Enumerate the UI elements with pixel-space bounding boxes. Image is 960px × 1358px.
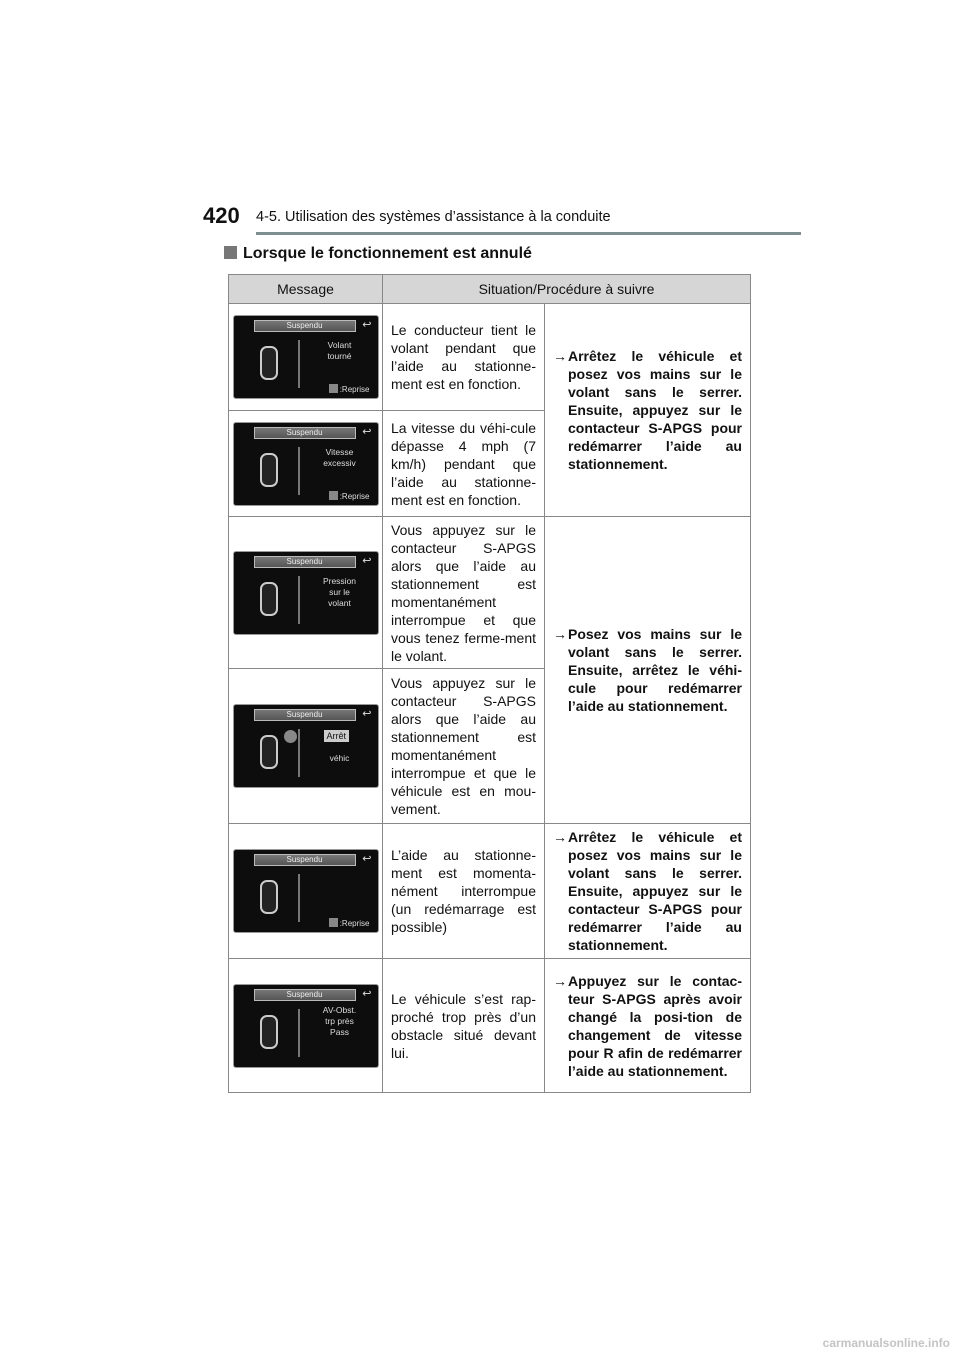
reprise-label: :Reprise bbox=[339, 491, 370, 501]
screen-line: volant bbox=[328, 597, 351, 608]
situation-cell: Le conducteur tient le volant pendant que l’aide au stationne-ment est en fonction. bbox=[383, 304, 545, 411]
message-image-cell bbox=[229, 824, 383, 959]
screen-box: Arrêt bbox=[324, 730, 350, 742]
screen-title: Suspendu bbox=[254, 989, 356, 1001]
arrow-icon: → bbox=[553, 972, 567, 989]
screen-message bbox=[308, 576, 372, 609]
screen-message bbox=[308, 753, 372, 764]
situation-cell: La vitesse du véhi-cule dépasse 4 mph (7 km/h) pendant que l’aide au stationne-ment est en fonction. bbox=[383, 411, 545, 517]
screen-line: Pression bbox=[322, 575, 357, 586]
car-icon bbox=[260, 880, 278, 914]
procedure-cell bbox=[545, 517, 751, 824]
car-icon bbox=[260, 1015, 278, 1049]
screen-message bbox=[308, 340, 372, 362]
column-header-situation: Situation/Procédure à suivre bbox=[383, 275, 751, 304]
procedure-text: Arrêtez le véhicule et posez vos mains sur le volant sans le serrer. Ensuite, appuyez sur le contacteur S-APGS pour redémarrer l’aide au stationnement. bbox=[568, 348, 742, 472]
screen-message bbox=[308, 1005, 372, 1038]
screen-divider bbox=[298, 576, 300, 624]
message-image-cell bbox=[229, 959, 383, 1093]
table-row bbox=[229, 824, 751, 959]
reprise-label: :Reprise bbox=[339, 385, 370, 394]
screen-title: Suspendu bbox=[254, 427, 356, 439]
screen-title: Suspendu bbox=[254, 854, 356, 866]
screen-line: AV-Obst. bbox=[322, 1004, 357, 1015]
header-rule bbox=[256, 232, 801, 235]
display-screen bbox=[233, 551, 379, 635]
screen-line: véhic bbox=[329, 753, 350, 763]
car-icon bbox=[260, 735, 278, 769]
back-arrow-icon: ↩ bbox=[362, 425, 372, 438]
arrow-icon: → bbox=[553, 829, 567, 845]
screen-line: Vitesse bbox=[325, 446, 354, 457]
screen-reprise bbox=[329, 491, 370, 501]
section-heading bbox=[224, 245, 532, 263]
procedure-cell bbox=[545, 304, 751, 517]
arrow-icon: → bbox=[553, 626, 567, 642]
screen-divider bbox=[298, 447, 300, 495]
site-watermark: carmanualsonline.info bbox=[822, 1336, 950, 1350]
situation-cell: Le véhicule s’est rap-proché trop près d’un obstacle situé devant lui. bbox=[383, 959, 545, 1093]
section-title: Lorsque le fonctionnement est annulé bbox=[243, 245, 532, 262]
screen-title: Suspendu bbox=[254, 556, 356, 568]
procedure-cell bbox=[545, 824, 751, 959]
situation-cell: L’aide au stationne-ment est momenta-nément interrompue (un redémarrage est possible) bbox=[383, 824, 545, 959]
table-row bbox=[229, 517, 751, 669]
table-header-row bbox=[229, 275, 751, 304]
screen-title: Suspendu bbox=[254, 709, 356, 721]
display-screen bbox=[233, 422, 379, 506]
display-screen bbox=[233, 849, 379, 933]
screen-line: trp près bbox=[325, 1015, 354, 1026]
screen-divider bbox=[298, 1009, 300, 1057]
message-image-cell bbox=[229, 669, 383, 824]
procedure-text: Arrêtez le véhicule et posez vos mains sur le volant sans le serrer. Ensuite, appuyez sur le contacteur S-APGS pour redémarrer l’aide au stationnement. bbox=[568, 829, 742, 953]
reprise-label: :Reprise bbox=[339, 919, 370, 928]
screen-reprise bbox=[329, 384, 370, 394]
switch-icon bbox=[329, 918, 338, 927]
procedure-text: Appuyez sur le contac-teur S-APGS après avoir changé la posi-tion de changement de vitesse pour R afin de redémarrer l’aide au stationnement. bbox=[568, 972, 742, 1079]
car-icon bbox=[260, 453, 278, 487]
chapter-title: 4-5. Utilisation des systèmes d’assistance à la conduite bbox=[256, 209, 611, 225]
display-screen bbox=[233, 984, 379, 1068]
screen-title: Suspendu bbox=[254, 320, 356, 332]
screen-divider bbox=[298, 729, 300, 777]
back-arrow-icon: ↩ bbox=[362, 853, 372, 865]
car-icon bbox=[260, 582, 278, 616]
back-arrow-icon: ↩ bbox=[362, 554, 372, 567]
message-image-cell bbox=[229, 304, 383, 411]
back-arrow-icon: ↩ bbox=[362, 708, 372, 720]
screen-line: sur le bbox=[329, 586, 350, 597]
screen-line: Volant bbox=[327, 340, 352, 350]
situation-cell: Vous appuyez sur le contacteur S-APGS alors que l’aide au stationnement est momentanément interrompue et que le véhicule est en mou-vement. bbox=[383, 669, 545, 824]
table-row bbox=[229, 959, 751, 1093]
display-screen bbox=[233, 704, 379, 788]
situation-cell: Vous appuyez sur le contacteur S-APGS alors que l’aide au stationnement est momentanément interrompue et que vous tenez ferme-ment le volant. bbox=[383, 517, 545, 669]
switch-icon bbox=[329, 384, 338, 393]
message-image-cell bbox=[229, 517, 383, 669]
brake-icon bbox=[284, 730, 297, 743]
square-bullet-icon bbox=[224, 246, 237, 259]
procedure-cell bbox=[545, 959, 751, 1093]
column-header-message: Message bbox=[229, 275, 383, 304]
screen-line: tourné bbox=[327, 351, 352, 361]
screen-line: excessiv bbox=[323, 457, 356, 468]
screen-reprise bbox=[329, 918, 370, 928]
message-image-cell bbox=[229, 411, 383, 517]
procedure-text: Posez vos mains sur le volant sans le serrer. Ensuite, arrêtez le véhi-cule pour redémarrer l’aide au stationnement. bbox=[568, 626, 742, 714]
screen-divider bbox=[298, 874, 300, 922]
switch-icon bbox=[329, 491, 338, 500]
table-row bbox=[229, 304, 751, 411]
arrow-icon: → bbox=[553, 348, 567, 364]
screen-divider bbox=[298, 340, 300, 388]
message-table bbox=[228, 274, 751, 1093]
screen-message bbox=[308, 447, 372, 469]
back-arrow-icon: ↩ bbox=[362, 319, 372, 331]
back-arrow-icon: ↩ bbox=[362, 987, 372, 1000]
screen-line: Pass bbox=[330, 1026, 349, 1037]
page-number: 420 bbox=[203, 203, 240, 228]
display-screen bbox=[233, 315, 379, 399]
car-icon bbox=[260, 346, 278, 380]
